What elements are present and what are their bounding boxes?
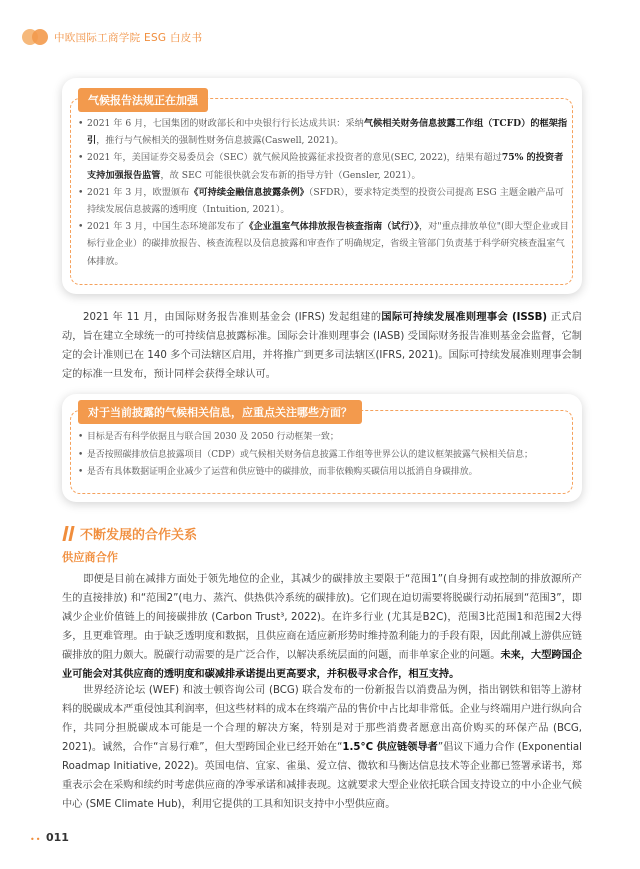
callout-list — [78, 115, 570, 270]
callout-title: 气候报告法规正在加强 — [78, 88, 208, 112]
climate-regulation-callout — [62, 78, 582, 294]
header-logo-circles — [22, 29, 52, 45]
header-title: 中欧国际工商学院 ESG 白皮书 — [54, 32, 203, 44]
list-item: • 2021 年 3 月，欧盟颁布《可持续金融信息披露条例》（SFDR），要求特定类型的投资公司提高 ESG 主题金融产品可持续发展信息披露的透明度（Intuition, 2021）。 — [78, 184, 570, 218]
callout-list — [78, 429, 570, 482]
body-paragraph-wef: 世界经济论坛 (WEF) 和波士顿咨询公司 (BCG) 联合发布的一份新报告以消费品为例，指出钢铁和铝等上游材料的脱碳成本严重侵蚀其利润率，但这些材料的成本在终端产品的售价中占比却非常低。企业与终端用户进行纵向合作，共同分担脱碳成本可能是一个合理的解决方案，特别是对于那些消费者愿意出高价购买的环保产品 (BCG, 2021)。诚然，合作“言易行难”，但大型跨国企业已经开始在“1.5°C 供应链领导者”倡议下通力合作 (Exponential Roadmap Initiative, 2022)。英国电信、宜家、雀巢、爱立信、微软和马衡达信息技术等企业都已签署承诺书，郑重表示会在采购和续约时考虑供应商的净零承诺和减排表现。这就要求大型企业依托联合国支持设立的中小企业气候中心 (SME Climate Hub)，利用它提供的工具和知识支持中小型供应商。 — [62, 685, 582, 810]
list-item: • 目标是否有科学依据且与联合国 2030 及 2050 行动框架一致； — [78, 429, 570, 447]
section-subtitle: 供应商合作 — [62, 551, 118, 564]
disclosure-focus-callout — [62, 394, 582, 502]
list-item: • 是否按照碳排放信息披露项目（CDP）或气候相关财务信息披露工作组等世界公认的建议框架披露气候相关信息； — [78, 447, 570, 465]
body-paragraph-issb: 2021 年 11 月，由国际财务报告准则基金会 (IFRS) 发起组建的国际可持续发展准则理事会 (ISSB) 正式启动，旨在建立全球统一的可持续信息披露标准。国际会计准则理事会 (IASB) 受国际财务报告准则基金会监督，它制定的会计准则已在 140 多个司法辖区启用，并将推广到更多司法辖区(IFRS, 2021)。国际可持续发展准则理事会制定的标准一旦发布，预计同样会获得全球认可。 — [62, 312, 582, 380]
page-number: 011 — [46, 831, 69, 844]
section-title: 不断发展的合作关系 — [80, 528, 198, 543]
list-item: • 2021 年 3 月，中国生态环境部发布了《企业温室气体排放报告核查指南（试行）》，对"重点排放单位"(即大型企业或目标行业企业）的碳排放报告、核查流程以及信息披露和审查作了明确规定，省级主管部门负责基于科学研究核查温室气体排放。 — [78, 218, 570, 270]
section-bars-icon — [62, 526, 76, 541]
body-paragraph-supplier: 即便是目前在减排方面处于领先地位的企业，其减少的碳排放主要限于“范围1”(自身拥有或控制的排放源所产生的直接排放) 和“范围2”(电力、蒸汽、供热供冷系统的碳排放)。它们现在迫切需要将脱碳行动拓展到“范围3”，即减少企业价值链上的间接碳排放 (Carbon Trust³, 2022)。在许多行业 (尤其是B2C)，范围3比范围1和范围2大得多，且更难管理。由于缺乏透明度和数据，且供应商在适应新形势时维持盈利能力的手段有限，因此削减上游供应链碳排放的阻力颇大。脱碳行动需要的是广泛合作，以解决系统层面的问题，而非单家企业的问题。未来，大型跨国企业可能会对其供应商的透明度和碳减排承诺提出更高要求，并积极寻求合作，相互支持。 — [62, 574, 582, 680]
list-item: • 2021 年，美国证券交易委员会（SEC）就气候风险披露征求投资者的意见(SEC, 2022)，结果有超过75% 的投资者支持加强报告监管，故 SEC 可能很快就会发布新的指导方针（Gensler, 2021）。 — [78, 149, 570, 183]
callout-title: 对于当前披露的气候相关信息，应重点关注哪些方面？ — [78, 400, 362, 424]
list-item: • 是否有具体数据证明企业减少了运营和供应链中的碳排放，而非依赖购买碳信用以抵消自身碳排放。 — [78, 464, 570, 482]
list-item: • 2021 年 6 月，七国集团的财政部长和中央银行行长达成共识：采纳气候相关财务信息披露工作组（TCFD）的框架指引，推行与气候相关的强制性财务信息披露(Caswell, 2021)。 — [78, 115, 570, 149]
page-header — [0, 0, 640, 60]
footer-dots: •• — [30, 835, 42, 844]
